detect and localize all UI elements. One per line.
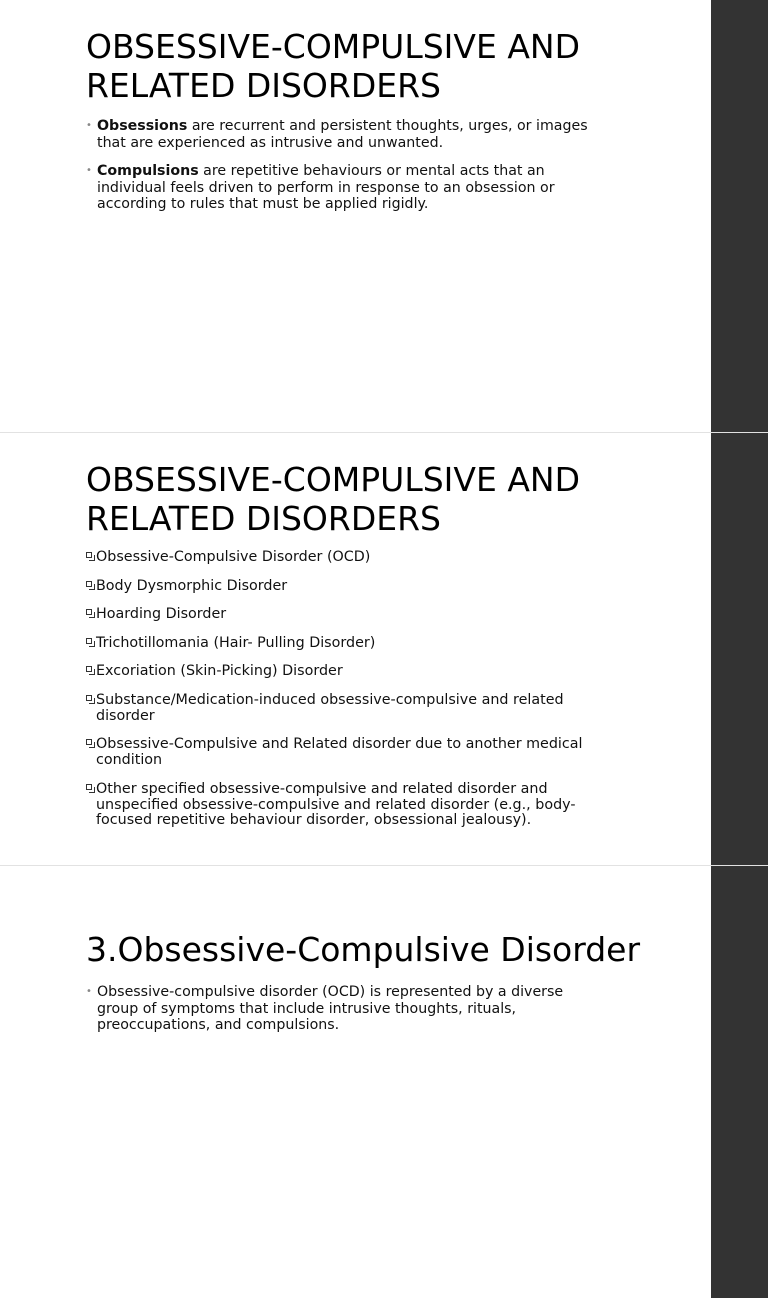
slide-2 [0, 433, 768, 865]
list-item-text: Body Dysmorphic Disorder [96, 577, 288, 594]
list-item [86, 163, 606, 213]
list-item [86, 664, 596, 680]
list-item-text: Obsessive-Compulsive and Related disorder due to another medical condition [96, 736, 583, 769]
disorder-list [86, 550, 596, 842]
slide-3 [0, 866, 768, 1298]
list-item-text: Hoarding Disorder [96, 606, 227, 623]
bullet-list [86, 984, 606, 1034]
bullet-term: Compulsions [97, 163, 199, 180]
list-item-text: Substance/Medication-induced obsessive-compulsive and related disorder [96, 691, 564, 724]
slide-side-bar [711, 866, 768, 1298]
list-item [86, 607, 596, 623]
slide-side-bar [711, 433, 768, 865]
list-item-text: Excoriation (Skin-Picking) Disorder [96, 663, 343, 680]
list-item [86, 579, 596, 595]
bullet-dot-icon: • [86, 120, 92, 131]
checkbox-bullet-icon [86, 609, 92, 615]
list-item [86, 737, 596, 769]
checkbox-bullet-icon [86, 666, 92, 672]
slide-title: OBSESSIVE-COMPULSIVE AND RELATED DISORDERS [86, 460, 580, 538]
slide-title: 3.Obsessive-Compulsive Disorder [86, 930, 641, 969]
checkbox-bullet-icon [86, 695, 92, 701]
list-item-text: Obsessive-Compulsive Disorder (OCD) [96, 549, 371, 565]
list-item [86, 550, 596, 566]
list-item [86, 984, 606, 1034]
slide-title: OBSESSIVE-COMPULSIVE AND RELATED DISORDERS [86, 27, 580, 105]
bullet-term: Obsessions [97, 118, 188, 134]
checkbox-bullet-icon [86, 552, 92, 558]
list-item [86, 636, 596, 652]
bullet-text: are recurrent and persistent thoughts, urges, or images that are experienced as intrusive and unwanted. [97, 118, 588, 151]
slide-1 [0, 0, 768, 432]
bullet-text: are repetitive behaviours or mental acts that an individual feels driven to perform in response to an obsession or according to rules that must be applied rigidly. [97, 163, 555, 213]
list-item-text: Other specified obsessive-compulsive and related disorder and unspecified obsessive-compulsive and related disorder (e.g., body-focused repetitive behaviour disorder, obsessional jealousy). [96, 780, 576, 829]
bullet-list [86, 118, 606, 225]
checkbox-bullet-icon [86, 581, 92, 587]
bullet-dot-icon: • [86, 165, 92, 177]
slide-side-bar [711, 0, 768, 432]
bullet-text: Obsessive-compulsive disorder (OCD) is represented by a diverse group of symptoms that include intrusive thoughts, rituals, preoccupations, and compulsions. [97, 984, 564, 1034]
checkbox-bullet-icon [86, 638, 92, 644]
checkbox-bullet-icon [86, 739, 92, 745]
list-item [86, 693, 596, 725]
list-item [86, 118, 606, 151]
checkbox-bullet-icon [86, 784, 92, 790]
list-item [86, 782, 596, 829]
list-item-text: Trichotillomania (Hair- Pulling Disorder) [96, 634, 376, 651]
bullet-dot-icon: • [86, 986, 92, 997]
